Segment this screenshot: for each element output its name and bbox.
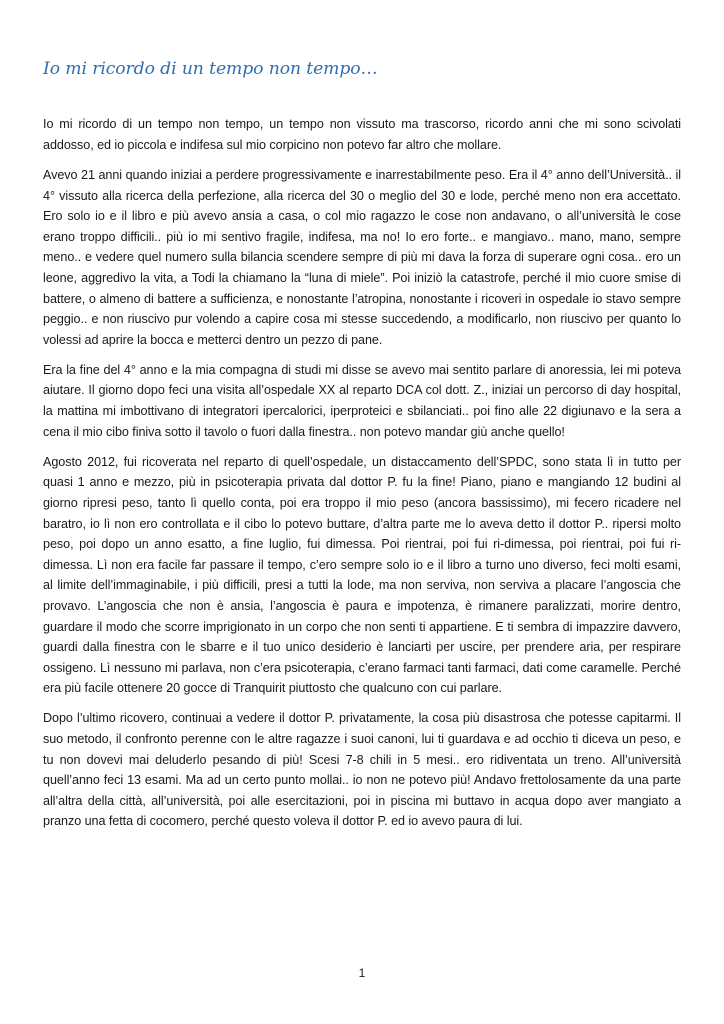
paragraph: Agosto 2012, fui ricoverata nel reparto di quell’ospedale, un distaccamento dell’SPDC, sono stata lì in tutto per quasi 1 anno e mezzo, più in psicoterapia privata dal dottor P. fu la fine! Piano, piano e mangiando 12 budini al giorno ripresi peso, tanto lì quello conta, poi era troppo il mio peso (ancora bassissimo), mi fecero ricadere nel baratro, io lì non ero controllata e il cibo lo potevo buttare, d’altra parte me lo aveva detto il dottor P.. ripersi molto peso, poi dopo un anno esatto, a fine luglio, fui dimessa. Poi rientrai, poi fui ri-dimessa, poi rientrai, poi fui ri-dimessa. Lì non era facile far passare il tempo, c’ero sempre solo io e il libro a turno uno diverso, feci molti esami, al limite dell’immaginabile, i più difficili, presi a tutti la lode, ma non serviva, non serviva a placare l’angoscia che provavo. L’angoscia che non è ansia, l’angoscia è paura e impotenza, è rimanere paralizzati, morire dentro, guardare il modo che scorre imprigionato in un corpo che non senti ti appartiene. E ti sembra di impazzire davvero, guardi dalla finestra con le sbarre e il tuo unico desiderio è lanciarti per uscire, per prendere aria, per respirare ossigeno. Lì nessuno mi parlava, non c’era psicoterapia, c’erano farmaci tanti farmaci, dati come caramelle. Perché era più facile ottenere 20 gocce di Tranquirit piuttosto che qualcuno con cui parlare. <box>43 454 681 696</box>
page-number: 1 <box>358 966 366 980</box>
paragraph: Era la fine del 4° anno e la mia compagna di studi mi disse se avevo mai sentito parlare di anoressia, lei mi poteva aiutare. Il giorno dopo feci una visita all’ospedale XX al reparto DCA col dott. Z., iniziai un percorso di day hospital, la mattina mi imbottivano di integratori ipercalorici, iperproteici e sbilanciati.. poi fino alle 22 digiunavo e la sera a cena il mio cibo finiva sotto il tavolo o fuori dalla finestra.. non potevo mandar giù anche quello! <box>43 362 681 439</box>
paragraph: Avevo 21 anni quando iniziai a perdere progressivamente e inarrestabilmente peso. Era il 4° anno dell’Università.. il 4° vissuto alla ricerca della perfezione, alla ricerca del 30 o meglio del 30 e lode, perché meno non era accettato. Ero solo io e il libro e più avevo ansia a casa, o col mio ragazzo le cose non andavano, o all’università le cose erano troppo difficili.. più io mi sentivo fragile, indifesa, ma no! Io ero forte.. e mangiavo.. mano, mano, sempre meno.. e vedere quel numero sulla bilancia scendere sempre di più mi dava la forza di superare ogni cosa.. ero un leone, aggredivo la vita, a Todi la chiamano la “luna di miele”. Poi iniziò la catastrofe, perché il mio cuore smise di battere, o almeno di battere a sufficienza, e nonostante l’atropina, nonostante i ricoveri in ospedale io stavo sempre peggio.. e non riuscivo pur volendo a capire cosa mi stesse succedendo, a modificarlo, non riuscivo per quanto lo volessi ad aprire la bocca e metterci dentro un pezzo di pane. <box>43 168 681 347</box>
document-title: Io mi ricordo di un tempo non tempo… <box>43 59 378 79</box>
paragraph: Dopo l’ultimo ricovero, continuai a vedere il dottor P. privatamente, la cosa più disastrosa che potesse capitarmi. Il suo metodo, il confronto perenne con le altre ragazze i suoi canoni, lui ti guardava e ad occhio ti diceva un peso, e tu non dovevi mai deluderlo pesando di più! Scesi 7-8 chili in 5 mesi.. ero ridiventata un treno. All’università quell’anno feci 13 esami. Ma ad un certo punto mollai.. io non ne potevo più! Andavo frettolosamente da una parte all’altra della città, all’università, poi alle esercitazioni, poi in piscina mi buttavo in acqua dopo aver mangiato a pranzo una fetta di cocomero, perché questo voleva il dottor P. ed io avevo paura di lui. <box>43 711 681 829</box>
paragraph: Io mi ricordo di un tempo non tempo, un tempo non vissuto ma trascorso, ricordo anni che mi sono scivolati addosso, ed io piccola e indifesa sul mio corpicino non potevo far altro che mollare. <box>43 117 681 152</box>
